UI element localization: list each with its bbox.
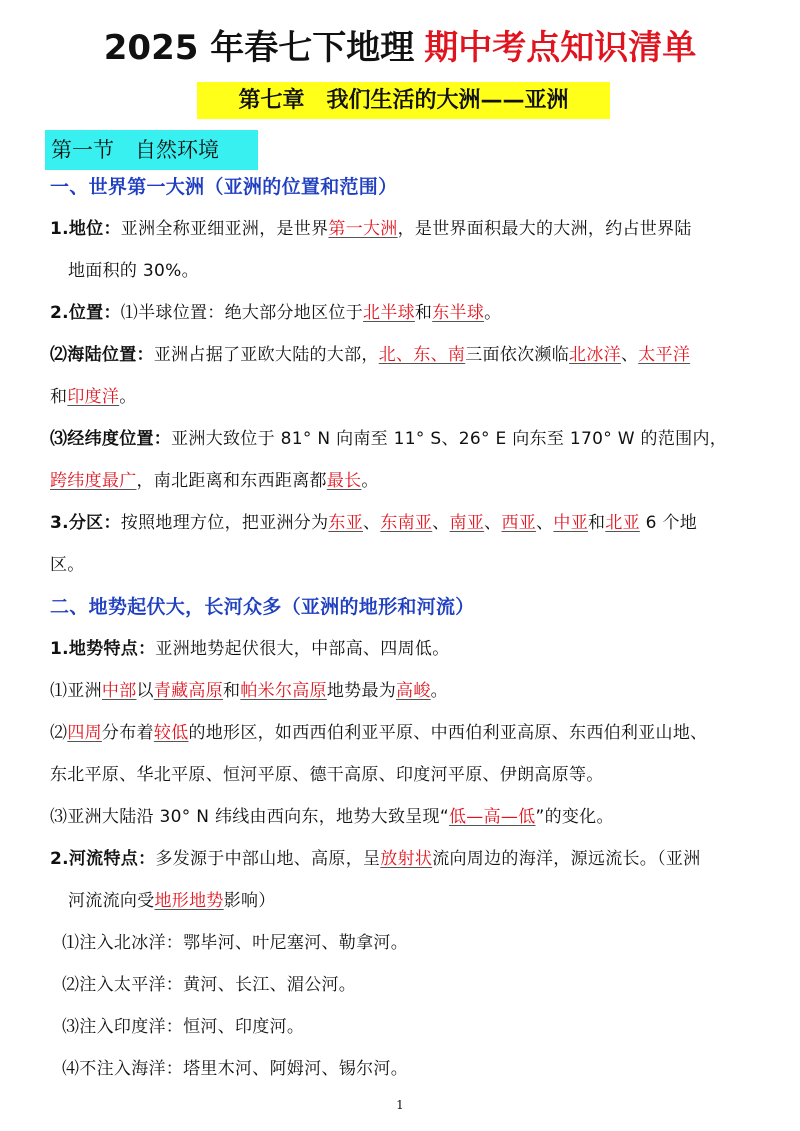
key-term: 北亚 [605, 513, 640, 533]
text-segment: 、 [363, 513, 381, 533]
text-segment: ，是世界面积最大的大洲，约占世界陆 [397, 219, 692, 239]
text-segment: 和 [50, 387, 68, 407]
text-segment: 、 [620, 345, 639, 365]
item-label: 1.地势特点： [50, 639, 156, 659]
subsection-heading [50, 166, 760, 208]
text-segment: 二、地势起伏大，长河众多（亚洲的地形和河流） [50, 596, 475, 618]
text-segment: 亚洲大致位于 81° N 向南至 11° S、26° E 向东至 170° W 的范围内， [171, 429, 728, 449]
text-segment: 河流流向受 [68, 891, 155, 911]
text-segment: ⑵注入太平洋：黄河、长江、湄公河。 [62, 975, 357, 995]
text-segment: 一、世界第一大洲（亚洲的位置和范围） [50, 176, 398, 198]
text-line [50, 628, 760, 670]
text-line [50, 754, 760, 796]
document-title [0, 20, 800, 69]
text-line [50, 964, 760, 1006]
key-term: 南亚 [449, 513, 485, 533]
key-term: 北冰洋 [569, 345, 621, 365]
text-segment: ⑵ [50, 723, 68, 743]
key-term: 跨纬度最广 [50, 471, 137, 491]
item-label: ⑶经纬度位置： [50, 429, 172, 449]
text-segment: 影响） [223, 891, 276, 911]
text-line [50, 838, 760, 880]
text-segment: 亚洲全称亚细亚洲，是世界 [120, 219, 329, 239]
key-term: 东半球 [432, 303, 485, 323]
text-segment: ，南北距离和东西距离都 [136, 471, 327, 491]
content-body [50, 166, 760, 1090]
key-term: 青藏高原 [153, 681, 224, 701]
key-term: 放射状 [380, 849, 433, 869]
text-line [50, 208, 760, 250]
key-term: 东南亚 [380, 513, 433, 533]
text-line [50, 1048, 760, 1090]
text-segment: 和 [414, 303, 433, 323]
text-segment: ⑷不注入海洋：塔里木河、阿姆河、锡尔河。 [62, 1059, 408, 1079]
key-term: 地形地势 [154, 891, 224, 911]
text-segment: 和 [588, 513, 606, 533]
section-heading: 第一节 自然环境 [45, 130, 258, 170]
text-segment: 地势最为 [326, 681, 397, 701]
text-segment: ⑶亚洲大陆沿 30° N 纬线由西向东，地势大致呈现“ [50, 807, 449, 827]
key-term: 较低 [153, 723, 189, 743]
text-line [50, 796, 760, 838]
text-line [50, 1006, 760, 1048]
text-segment: 。 [361, 471, 379, 491]
text-segment: 。 [430, 681, 448, 701]
text-segment: 多发源于中部山地、高原，呈 [155, 849, 381, 869]
key-term: 帕米尔高原 [240, 681, 327, 701]
item-label: 2.位置： [50, 303, 121, 323]
text-segment: ⑴亚洲 [50, 681, 102, 701]
text-segment: ⑴半球位置：绝大部分地区位于 [120, 303, 363, 323]
chapter-heading: 第七章 我们生活的大洲——亚洲 [197, 82, 610, 119]
text-segment: 亚洲占据了亚欧大陆的大部， [153, 345, 379, 365]
text-line [50, 880, 760, 922]
title-main: 2025 年春七下地理 [103, 28, 415, 68]
key-term: 太平洋 [638, 345, 691, 365]
text-segment: 和 [223, 681, 241, 701]
text-line [50, 334, 760, 376]
text-line [50, 376, 760, 418]
text-segment: 分布着 [101, 723, 154, 743]
key-term: 第一大洲 [328, 219, 398, 239]
key-term: 四周 [67, 723, 102, 743]
text-segment: 、 [484, 513, 502, 533]
text-segment: 区。 [50, 555, 85, 575]
key-term: 印度洋 [67, 387, 120, 407]
text-line [50, 418, 760, 460]
text-segment: 流向周边的海洋，源远流长。（亚洲 [432, 849, 701, 869]
subsection-heading [50, 586, 760, 628]
text-line [50, 250, 760, 292]
key-term: 中亚 [553, 513, 588, 533]
text-line [50, 712, 760, 754]
text-line [50, 544, 760, 586]
text-segment: 、 [536, 513, 554, 533]
text-segment: ⑴注入北冰洋：鄂毕河、叶尼塞河、勒拿河。 [62, 933, 408, 953]
key-term: 中部 [101, 681, 137, 701]
item-label: 1.地位： [50, 219, 121, 239]
title-highlight: 期中考点知识清单 [424, 28, 697, 68]
text-line [50, 460, 760, 502]
key-term: 最长 [326, 471, 362, 491]
text-segment: 。 [119, 387, 137, 407]
item-label: 3.分区： [50, 513, 121, 533]
text-segment: 东北平原、华北平原、恒河平原、德干高原、印度河平原、伊朗高原等。 [50, 765, 604, 785]
text-segment: ⑶注入印度洋：恒河、印度河。 [62, 1017, 305, 1037]
item-label: ⑵海陆位置： [50, 345, 154, 365]
text-segment: 以 [136, 681, 154, 701]
text-line [50, 922, 760, 964]
key-term: 北半球 [363, 303, 415, 323]
text-segment: 地面积的 30%。 [68, 261, 199, 281]
key-term: 低—高—低 [448, 807, 536, 827]
text-segment: 按照地理方位，把亚洲分为 [120, 513, 329, 533]
text-segment: 亚洲地势起伏很大，中部高、四周低。 [155, 639, 450, 659]
text-segment: 。 [484, 303, 502, 323]
key-term: 高峻 [396, 681, 431, 701]
text-segment: 三面依次濒临 [465, 345, 570, 365]
item-label: 2.河流特点： [50, 849, 156, 869]
page-number: 1 [396, 1098, 404, 1112]
key-term: 北、东、南 [378, 345, 466, 365]
text-line [50, 670, 760, 712]
text-segment: ”的变化。 [535, 807, 614, 827]
text-line [50, 292, 760, 334]
text-segment: 、 [432, 513, 450, 533]
key-term: 东亚 [328, 513, 364, 533]
text-segment: 6 个地 [639, 513, 698, 533]
text-segment: 的地形区，如西西伯利亚平原、中西伯利亚高原、东西伯利亚山地、 [188, 723, 708, 743]
key-term: 西亚 [501, 513, 537, 533]
text-line [50, 502, 760, 544]
